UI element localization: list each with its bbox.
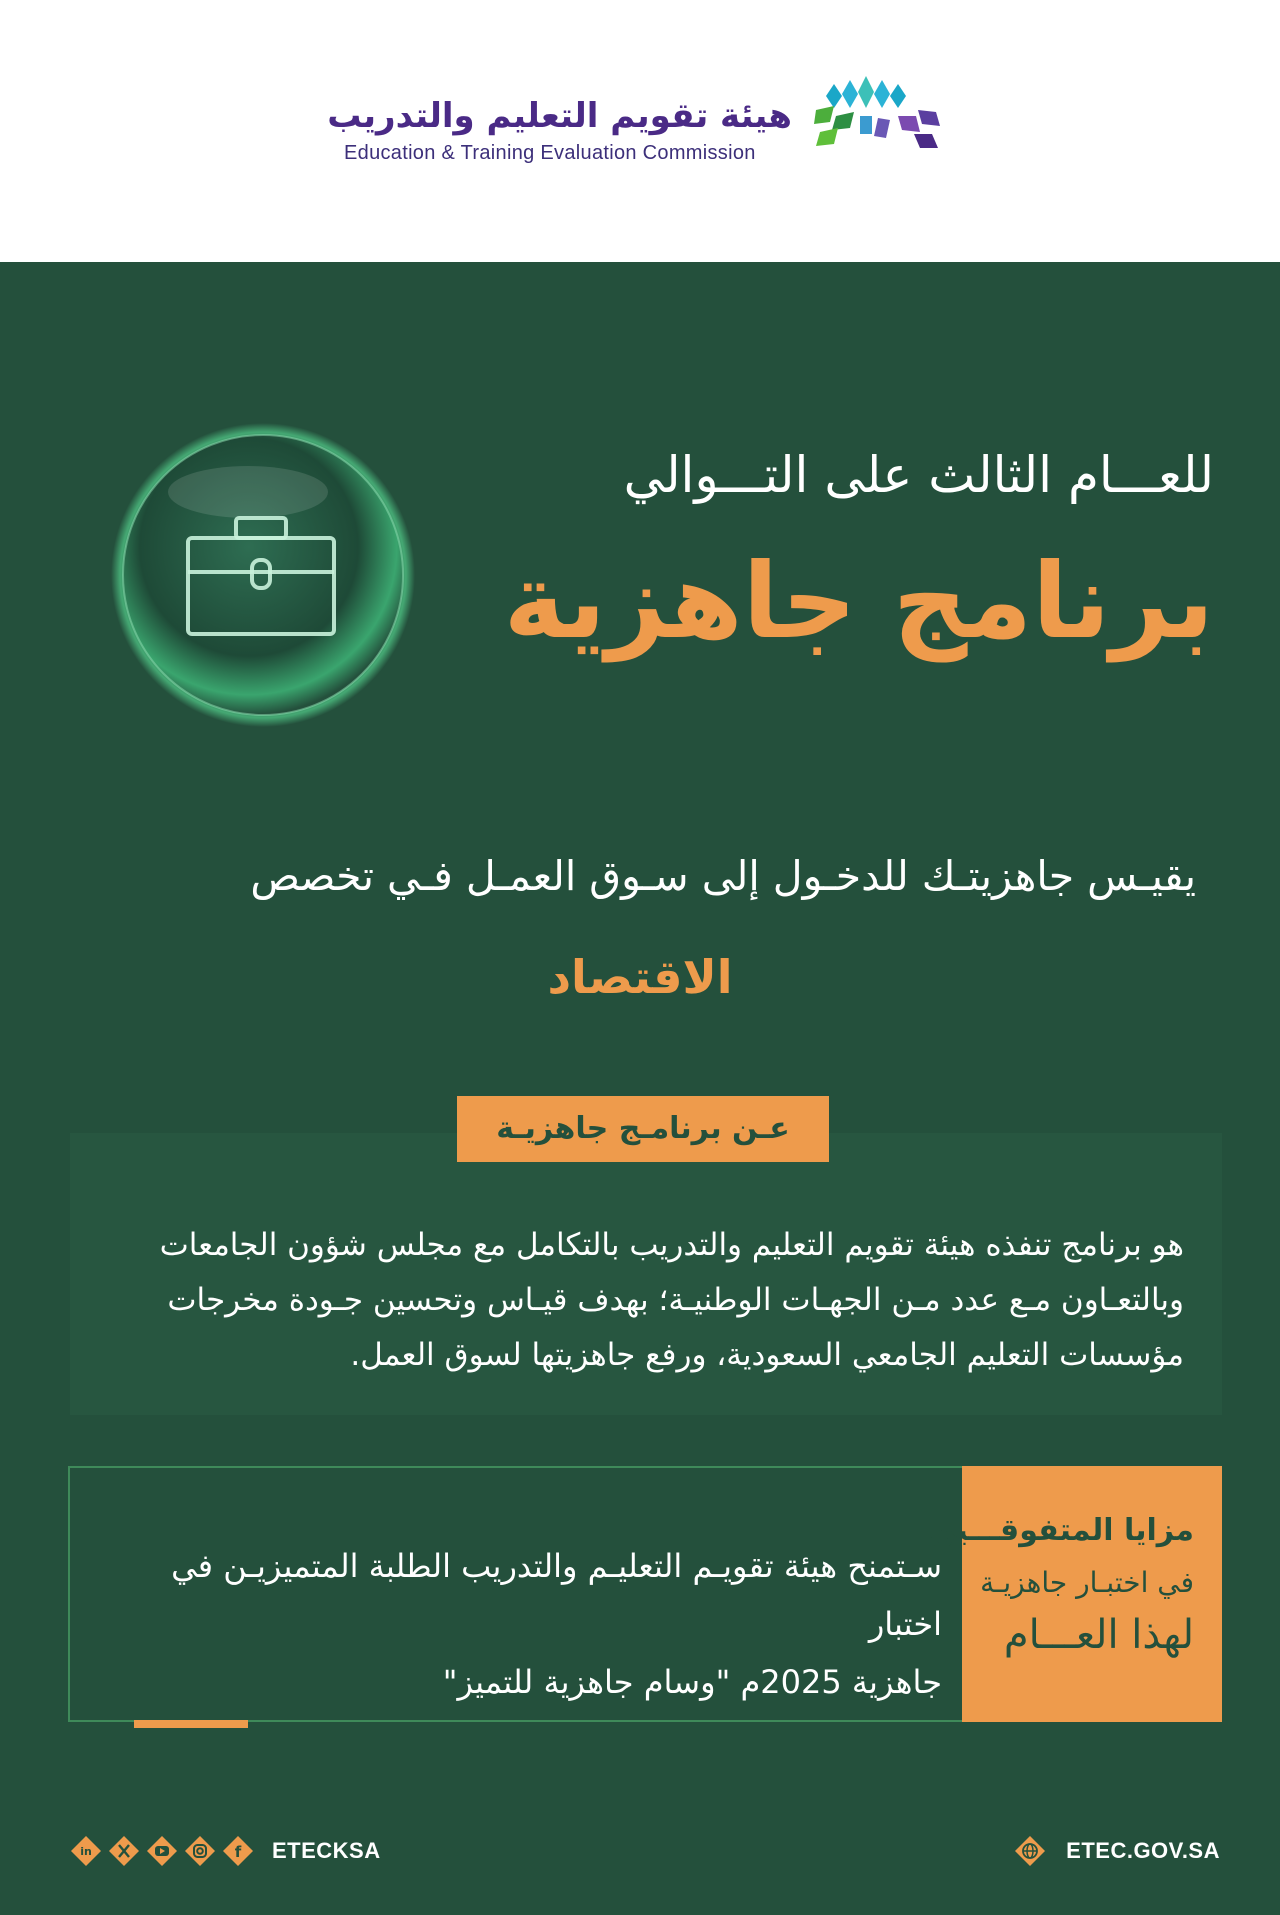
svg-text:in: in xyxy=(80,1845,92,1858)
about-heading: عـن برنامـج جاهزيـة xyxy=(457,1096,829,1162)
org-name-arabic: هيئة تقويم التعليم والتدريب xyxy=(327,96,792,136)
benefits-label-line2: في اختبـار جاهزيـة xyxy=(980,1566,1194,1599)
hero-title: برنامج جاهزية xyxy=(503,540,1214,662)
measure-text: يقيـس جاهزيتـك للدخـول إلى سـوق العمـل فـي تخصص xyxy=(250,852,1196,900)
facebook-icon[interactable] xyxy=(222,1835,254,1867)
benefits-body-line2: جاهزية 2025م "وسام جاهزية للتميز" xyxy=(442,1663,942,1701)
org-name-english: Education & Training Evaluation Commission xyxy=(344,142,756,164)
benefits-label-line1: مزايا المتفوقـــين xyxy=(929,1513,1194,1548)
benefits-body xyxy=(100,1537,942,1711)
globe-icon xyxy=(1014,1835,1046,1867)
website-url[interactable]: ETEC.GOV.SA xyxy=(1066,1838,1220,1863)
hero-subtitle: للعـــام الثالث على التـــوالي xyxy=(623,446,1214,504)
x-icon[interactable] xyxy=(108,1835,140,1867)
youtube-icon[interactable] xyxy=(146,1835,178,1867)
benefits-body-line1: سـتمنح هيئة تقويـم التعليـم والتدريب الطلبة المتميزيـن في اختبار xyxy=(171,1547,942,1643)
benefits-label-line3: لهذا العـــام xyxy=(1003,1612,1194,1658)
linkedin-icon[interactable] xyxy=(70,1835,102,1867)
social-handle[interactable]: ETECKSA xyxy=(272,1838,381,1863)
instagram-icon[interactable] xyxy=(184,1835,216,1867)
about-body: هو برنامج تنفذه هيئة تقويم التعليم والتدريب بالتكامل مع مجلس شؤون الجامعات وبالتعـاون مـع عدد مـن الجهـات الوطنيـة؛ بهدف قيـاس وتحسين جـودة مخرجات مؤسسات التعليم الجامعي السعودية، ورفع جاهزيتها لسوق العمل. xyxy=(159,1227,1184,1373)
website-link[interactable] xyxy=(1014,1834,1220,1868)
briefcase-icon xyxy=(108,420,418,730)
accent-bar xyxy=(134,1720,248,1728)
svg-text:f: f xyxy=(234,1843,242,1861)
major-name: الاقتصاد xyxy=(547,950,733,1004)
header xyxy=(0,0,1280,262)
social-links xyxy=(70,1834,381,1868)
etec-flower-logo xyxy=(814,76,944,166)
